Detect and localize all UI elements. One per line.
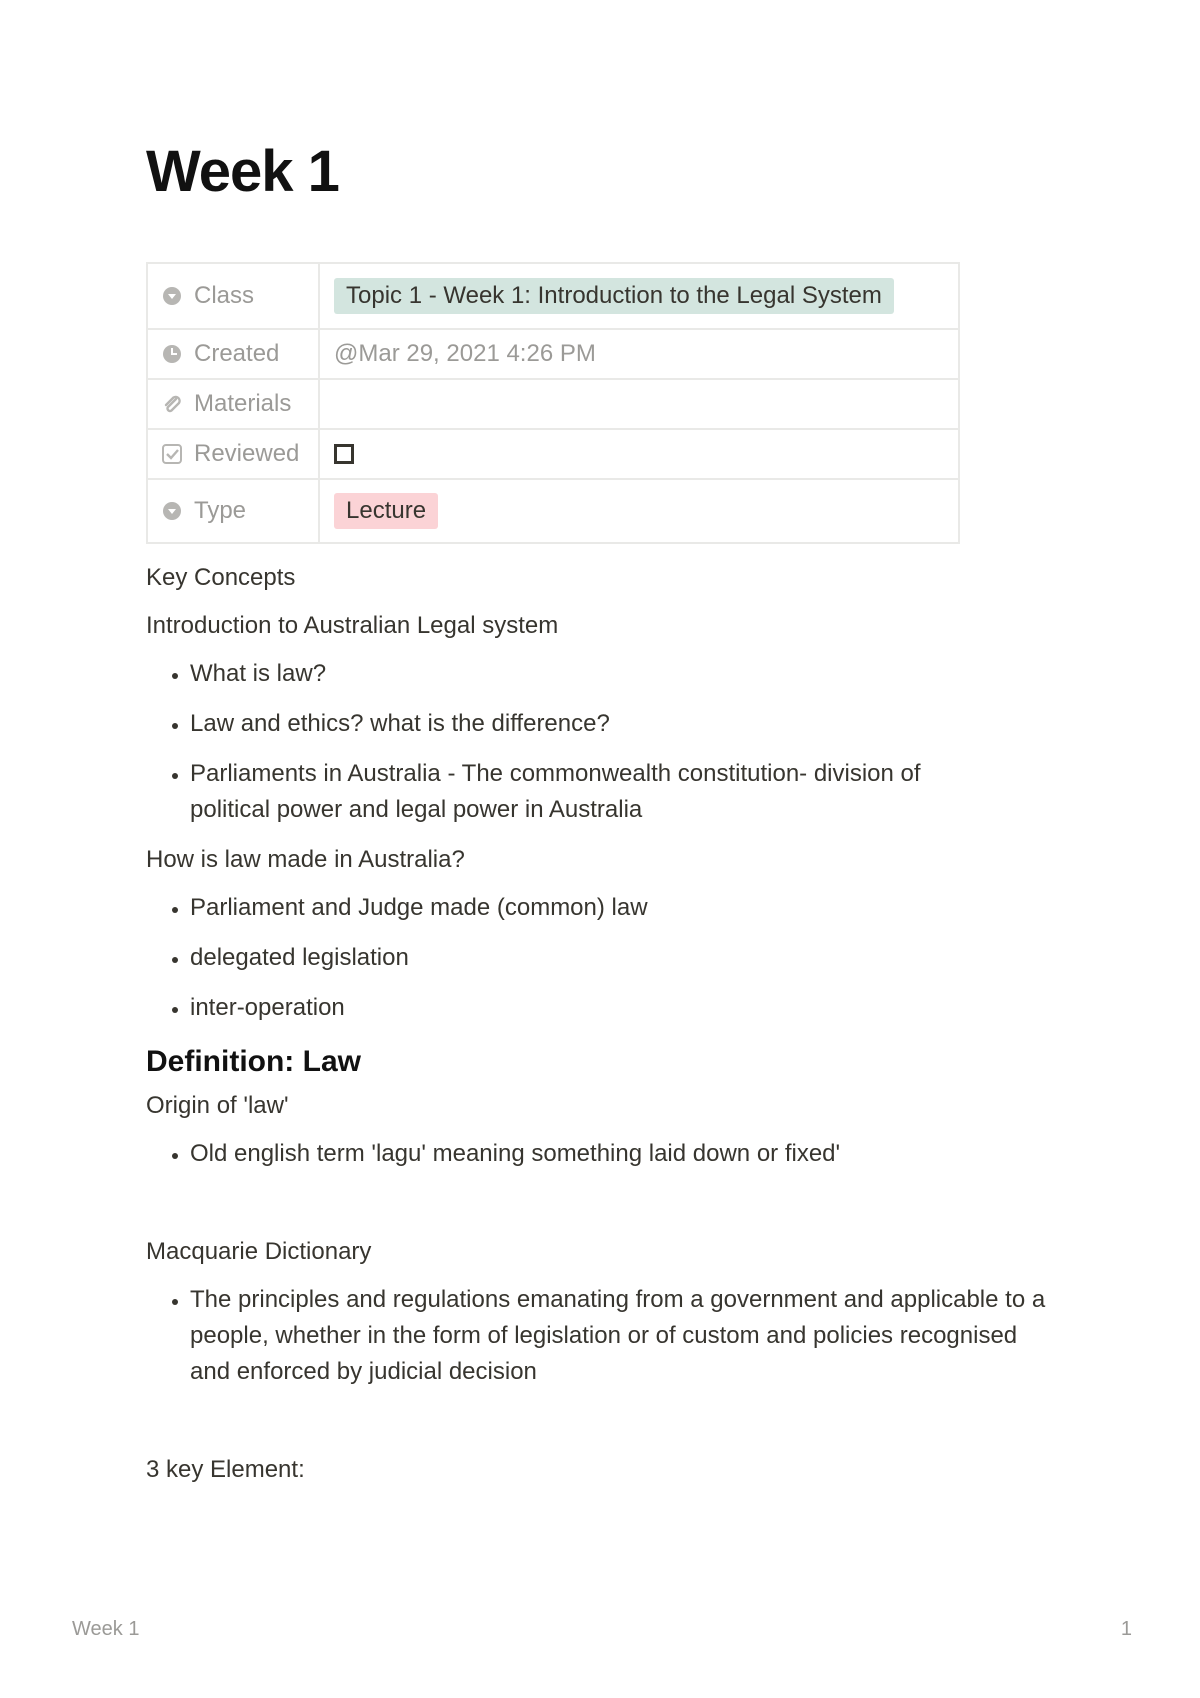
property-value-created[interactable] <box>319 329 959 379</box>
property-value-type[interactable] <box>319 479 959 543</box>
property-key-materials <box>147 379 319 429</box>
how-list <box>146 890 1066 1026</box>
type-tag[interactable]: Lecture <box>334 493 438 529</box>
property-row-created <box>147 329 959 379</box>
property-label: Class <box>194 282 255 309</box>
property-key-created <box>147 329 319 379</box>
list-item: • The principles and regulations emanating from a government and applicable to a people, whether in the form of legislation or of custom and policies recognised and enforced by judicial decision <box>190 1282 1066 1390</box>
class-tag[interactable]: Topic 1 - Week 1: Introduction to the Legal System <box>334 278 894 314</box>
property-row-reviewed <box>147 429 959 479</box>
reviewed-checkbox[interactable] <box>334 444 354 464</box>
select-circle-icon <box>162 286 182 306</box>
page-title: Week 1 <box>146 139 339 204</box>
select-circle-icon <box>162 501 182 521</box>
property-value-materials[interactable] <box>319 379 959 429</box>
property-row-type <box>147 479 959 543</box>
key-element-text: 3 key Element: <box>146 1456 305 1483</box>
clock-icon <box>162 344 182 364</box>
list-item: • What is law? <box>190 656 1066 692</box>
intro-heading: Introduction to Australian Legal system <box>146 612 559 639</box>
property-label: Materials <box>194 390 292 417</box>
property-label: Reviewed <box>194 440 300 467</box>
footer-title: Week 1 <box>72 1618 140 1640</box>
how-heading: How is law made in Australia? <box>146 846 465 873</box>
created-date: @Mar 29, 2021 4:26 PM <box>334 340 596 367</box>
list-item: • inter-operation <box>190 990 1066 1026</box>
list-item: • Old english term 'lagu' meaning something laid down or fixed' <box>190 1136 1066 1172</box>
property-label: Type <box>194 497 247 524</box>
list-item: • Law and ethics? what is the difference? <box>190 706 1066 742</box>
spacer <box>146 1404 1066 1452</box>
list-item: • Parliaments in Australia - The commonwealth constitution- division of political power and legal power in Australia <box>190 756 1066 828</box>
spacer <box>146 1186 1066 1234</box>
property-key-class <box>147 263 319 329</box>
definition-heading: Definition: Law <box>146 1045 361 1078</box>
property-row-materials <box>147 379 959 429</box>
paperclip-icon <box>162 394 182 414</box>
property-value-class[interactable] <box>319 263 959 329</box>
property-label: Created <box>194 340 280 367</box>
origin-heading: Origin of 'law' <box>146 1092 289 1119</box>
property-key-reviewed <box>147 429 319 479</box>
page-content <box>146 560 1066 1500</box>
macquarie-heading: Macquarie Dictionary <box>146 1238 372 1265</box>
property-key-type <box>147 479 319 543</box>
page-number: 1 <box>1120 1618 1132 1640</box>
macquarie-list <box>146 1282 1066 1390</box>
checkbox-icon <box>162 444 182 464</box>
origin-list <box>146 1136 1066 1172</box>
properties-table <box>146 262 960 544</box>
key-concepts-text: Key Concepts <box>146 564 296 591</box>
property-value-reviewed <box>319 429 959 479</box>
list-item: • delegated legislation <box>190 940 1066 976</box>
intro-list <box>146 656 1066 828</box>
property-row-class <box>147 263 959 329</box>
list-item: • Parliament and Judge made (common) law <box>190 890 1066 926</box>
